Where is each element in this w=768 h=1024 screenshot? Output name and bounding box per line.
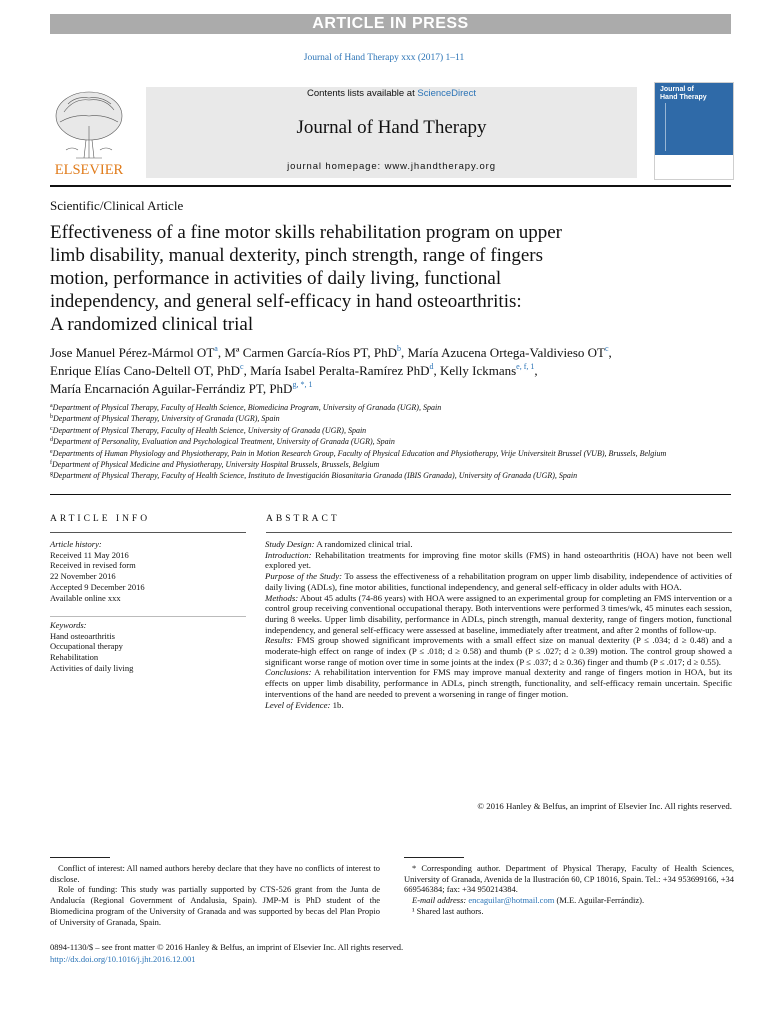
author-name: María Isabel Peralta-Ramírez PhD: [250, 363, 430, 378]
abstract-section: [265, 667, 732, 699]
elsevier-wordmark: ELSEVIER: [54, 162, 124, 178]
affiliation-text: Department of Physical Therapy, Faculty of Health Science, Biomedicina Program, University of Granada (UGR), Spain: [52, 403, 442, 412]
title-line: A randomized clinical trial: [50, 314, 254, 335]
contents-line: [146, 88, 637, 99]
abstract-section: [265, 700, 732, 711]
author-name: Kelly Ickmans: [440, 363, 517, 378]
keywords: [50, 620, 133, 674]
affiliation-text: Department of Personality, Evaluation and Psychological Treatment, University of Granada (UGR), Spain: [53, 437, 395, 447]
author-affiliation-marker[interactable]: d: [429, 362, 434, 371]
author-separator: ,: [401, 345, 408, 360]
affiliation-key: d: [50, 437, 53, 444]
author-name: Mª Carmen García-Ríos PT, PhD: [224, 345, 398, 360]
corresponding-author: * Corresponding author. Department of Physical Therapy, Faculty of Health Sciences, University of Granada, Avenida de la Ilustración 60, CP 18016, Spain. Tel.: +34 953699166, +34 669546384; fax: +34 950214384.: [404, 863, 734, 895]
author-affiliation-marker[interactable]: g, *, 1: [292, 380, 313, 389]
author-affiliation-marker[interactable]: a: [214, 344, 218, 353]
abstract-section-label: Methods:: [265, 592, 299, 603]
author-list: [50, 344, 740, 398]
journal-cover-thumbnail[interactable]: [654, 82, 734, 180]
article-category: Scientific/Clinical Article: [50, 198, 184, 213]
keyword: Rehabilitation: [50, 652, 99, 663]
history-item: Received in revised form: [50, 560, 136, 571]
footnotes-left: [50, 863, 380, 927]
abstract-section: [265, 593, 732, 636]
footnote-rule: [404, 857, 464, 858]
author-separator: ,: [217, 345, 225, 360]
keyword: Hand osteoarthritis: [50, 630, 115, 641]
abstract-section-label: Introduction:: [265, 549, 312, 560]
cover-title: Journal of Hand Therapy: [660, 86, 707, 101]
conflict-of-interest: Conflict of interest: All named authors hereby declare that they have no conflicts of interest to disclose.: [50, 863, 380, 884]
affiliation-key: b: [50, 414, 53, 421]
affiliation-text: Department of Physical Therapy, Faculty of Health Science, University of Granada (UGR), Spain: [52, 425, 367, 435]
shared-authors-note: ¹ Shared last authors.: [412, 905, 484, 916]
author-separator: ,: [608, 345, 612, 360]
email-link[interactable]: encaguilar@hotmail.com: [468, 895, 555, 906]
abstract-section-text: A randomized clinical trial.: [314, 539, 413, 549]
title-line: independency, and general self-efficacy in hand osteoarthritis:: [50, 291, 522, 312]
abstract-section-text: A rehabilitation intervention for FMS may improve manual dexterity and range of fingers motion in HOA, but its effects on upper limb disability, performance in ADLs, pinch strength, functionality, and self-efficacy remain uncertain. Specific interventions of the hand are needed to prevent a worsening in range of finger motion.: [265, 667, 732, 699]
abstract-section-label: Study Design:: [265, 539, 315, 549]
keyword: Activities of daily living: [50, 662, 134, 673]
author-separator: ,: [433, 363, 440, 378]
email-suffix: (M.E. Aguilar-Ferrándiz).: [554, 895, 645, 906]
abstract-section-label: Conclusions:: [265, 667, 312, 678]
affiliation-key: f: [50, 460, 52, 466]
abstract-section: [265, 539, 732, 550]
issn-line: 0894-1130/$ – see front matter © 2016 Hanley & Belfus, an imprint of Elsevier Inc. All rights reserved.: [50, 942, 404, 952]
author-affiliation-marker[interactable]: e, f, 1: [516, 362, 535, 371]
author-separator: ,: [534, 363, 538, 378]
abstract-section: [265, 550, 732, 571]
footnotes-right: [404, 863, 734, 917]
abstract-section-label: Purpose of the Study:: [265, 571, 343, 582]
article-history: [50, 539, 145, 603]
role-of-funding: Role of funding: This study was partially supported by CTS-526 grant from the Junta de Andalucía (Regional Government of Andalusia, Spain). JMP-M is PhD student of the Biomedicina program of the University of Granada and was supported by becas del Plan Propio of University of Granada, Spain.: [50, 884, 380, 927]
cover-image: [655, 83, 733, 155]
abstract-section-text: Rehabilitation treatments for improving fine motor skills (FMS) in hand osteoarthritis (HOA) have not been well explored yet.: [265, 549, 732, 571]
journal-title: Journal of Hand Therapy: [296, 117, 487, 138]
article-in-press-banner: ARTICLE IN PRESS: [50, 14, 731, 34]
abstract-heading: ABSTRACT: [266, 514, 340, 524]
author-affiliation-marker[interactable]: b: [397, 344, 402, 353]
abstract-section: [265, 571, 732, 592]
elsevier-tree-logo: [46, 86, 132, 178]
author-affiliation-marker[interactable]: c: [240, 362, 244, 371]
email-label: E-mail address:: [412, 895, 467, 906]
abstract-section-text: To assess the effectiveness of a rehabilitation program on upper limb disability, independence of activities of daily living (ADLs), fine motor abilities, functional independency, and general self-efficacy in older adults with HOA.: [265, 571, 732, 592]
affiliation-text: Department of Physical Therapy, University of Granada (UGR), Spain: [53, 414, 280, 424]
abstract-section-label: Level of Evidence:: [265, 699, 331, 710]
section-rule: [50, 494, 731, 495]
affiliation: [50, 426, 750, 436]
affiliation-text: Department of Physical Therapy, Faculty of Health Science, Instituto de Investigación Biosanitaria Granada (IBIS Granada), University of Granada (UGR), Spain: [53, 471, 578, 481]
copyright: © 2016 Hanley & Belfus, an imprint of Elsevier Inc. All rights reserved.: [477, 801, 732, 811]
author-separator: ,: [243, 363, 251, 378]
affiliation: [50, 471, 750, 481]
affiliation: [50, 460, 750, 470]
header-rule: [50, 185, 731, 187]
article-info-rule: [50, 532, 246, 533]
doi-link[interactable]: http://dx.doi.org/10.1016/j.jht.2016.12.001: [50, 954, 196, 964]
author-name: Enrique Elías Cano-Deltell OT, PhD: [50, 363, 241, 378]
cover-decoration: [665, 103, 722, 151]
contents-prefix: Contents lists available at: [307, 88, 415, 99]
history-label: Article history:: [50, 539, 102, 549]
history-item: 22 November 2016: [50, 571, 116, 582]
history-item: Available online xxx: [50, 592, 121, 603]
affiliation: [50, 437, 750, 447]
affiliation-key: e: [50, 448, 53, 455]
article-title: [50, 221, 700, 336]
keywords-label: Keywords:: [50, 620, 87, 630]
author-affiliation-marker[interactable]: c: [604, 344, 609, 353]
sciencedirect-link[interactable]: ScienceDirect: [417, 88, 476, 99]
abstract-section-text: 1b.: [330, 699, 344, 710]
history-item: Received 11 May 2016: [50, 549, 129, 560]
affiliation-text: Department of Physical Medicine and Physiotherapy, University Hospital Brussels, Brussels, Belgium: [52, 460, 380, 469]
abstract-rule: [266, 532, 732, 533]
title-line: Effectiveness of a fine motor skills rehabilitation program on upper: [50, 222, 562, 243]
affiliation-key: c: [50, 425, 53, 432]
email-line: [404, 895, 734, 906]
author-name: María Azucena Ortega-Valdivieso OT: [407, 345, 605, 360]
abstract-section: [265, 635, 732, 667]
title-line: limb disability, manual dexterity, pinch strength, range of fingers: [50, 245, 543, 266]
keywords-rule: [50, 616, 246, 617]
affiliation: [50, 403, 750, 413]
journal-reference-link[interactable]: Journal of Hand Therapy xxx (2017) 1–11: [303, 53, 465, 63]
keyword: Occupational therapy: [50, 641, 123, 652]
abstract-section-label: Results:: [265, 635, 294, 646]
journal-homepage[interactable]: journal homepage: www.jhandtherapy.org: [287, 161, 496, 172]
author-name: María Encarnación Aguilar-Ferrándiz PT, PhD: [50, 381, 293, 396]
abstract-body: [265, 539, 732, 710]
footnote-rule: [50, 857, 110, 858]
title-line: motion, performance in activities of daily living, functional: [50, 268, 502, 289]
affiliation-text: Departments of Human Physiology and Physiotherapy, Pain in Motion Research Group, Faculty of Physical Education and Physiotherapy, Vrije Universiteit Brussel (VUB), Brussels, Belgium: [52, 448, 667, 458]
author-name: Jose Manuel Pérez-Mármol OT: [50, 345, 215, 360]
abstract-section-text: FMS group showed significant improvements with a small effect size on manual dexterity (P ≤ .034; d ≥ 0.48) and a moderate-high effect on range of index (P ≤ .018; d ≥ 0.58) and thumb (P ≤ .027; d ≥ 0.39) motion. The control group showed a significant worse range of motion over time in some joints at the index (P ≤ .037; d ≥ 0.36) finger and thumb (P ≤ .017; d ≥ 0.55).: [265, 635, 732, 667]
affiliation-key: a: [50, 403, 53, 409]
affiliation-key: g: [50, 471, 53, 478]
article-info-heading: ARTICLE INFO: [50, 514, 151, 524]
affiliation: [50, 449, 750, 459]
abstract-section-text: About 45 adults (74-86 years) with HOA were assigned to an experimental group for completing an FMS intervention or a control group receiving conventional occupational therapy. Both interventions were performed 3 times/wk, 45 minutes each session, during 8 weeks. Upper limb disability, performance in ADLs, pinch strength, manual dexterity, range of fingers motion, functional independency, and general self-efficacy were assessed at baseline, immediately after treatment, and after 2 months of follow-up.: [265, 592, 732, 635]
history-item: Accepted 9 December 2016: [50, 581, 145, 592]
affiliation: [50, 414, 750, 424]
